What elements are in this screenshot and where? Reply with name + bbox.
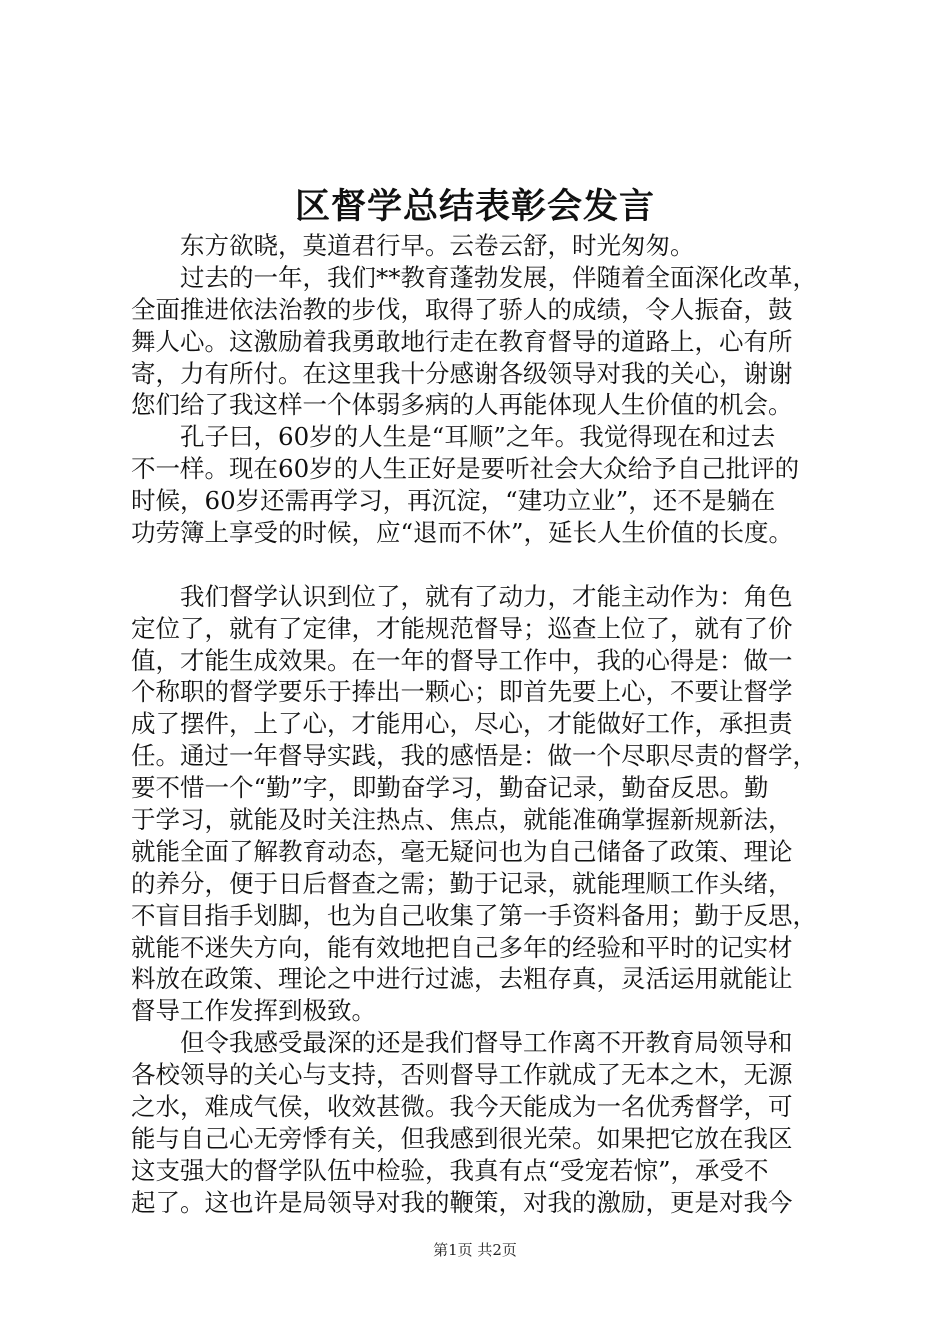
paragraph-line: 不一样。现在60岁的人生正好是要听社会大众给予自己批评的	[131, 454, 800, 484]
paragraph-line: 时候，60岁还需再学习，再沉淀，“建功立业”，还不是躺在	[131, 486, 776, 516]
paragraph-line: 个称职的督学要乐于捧出一颗心；即首先要上心，不要让督学	[131, 677, 793, 707]
paragraph-line: 就能全面了解教育动态，毫无疑问也为自己储备了政策、理论	[131, 836, 793, 866]
paragraph-line: 但令我感受最深的还是我们督导工作离不开教育局领导和	[180, 1028, 793, 1058]
paragraph-line: 于学习，就能及时关注热点、焦点，就能准确掌握新规新法，	[131, 805, 793, 835]
paragraph-line: 就能不迷失方向，能有效地把自己多年的经验和平时的记实材	[131, 932, 793, 962]
page-footer: 第1页 共2页	[433, 1241, 517, 1259]
paragraph-line: 全面推进依法治教的步伐，取得了骄人的成绩，令人振奋，鼓	[131, 294, 793, 324]
paragraph-line: 我们督学认识到位了，就有了动力，才能主动作为：角色	[180, 581, 793, 611]
paragraph-line: 成了摆件，上了心，才能用心，尽心，才能做好工作，承担责	[131, 709, 793, 739]
paragraph-line: 功劳簿上享受的时候，应“退而不休”，延长人生价值的长度。	[131, 518, 794, 548]
blank-line	[131, 549, 851, 581]
paragraph-line: 各校领导的关心与支持，否则督导工作就成了无本之木，无源	[131, 1060, 793, 1090]
paragraph-line: 督导工作发挥到极致。	[131, 996, 376, 1026]
document-body	[131, 230, 851, 1219]
paragraph-line: 您们给了我这样一个体弱多病的人再能体现人生价值的机会。	[131, 390, 793, 420]
paragraph-line: 的养分，便于日后督查之需；勤于记录，就能理顺工作头绪，	[131, 868, 793, 898]
paragraph-line: 定位了，就有了定律，才能规范督导；巡查上位了，就有了价	[131, 613, 793, 643]
paragraph-line: 之水，难成气侯，收效甚微。我今天能成为一名优秀督学，可	[131, 1092, 793, 1122]
page-title: 区督学总结表彰会发言	[294, 186, 655, 227]
paragraph-line: 过去的一年，我们**教育蓬勃发展，伴随着全面深化改革，	[180, 262, 817, 292]
paragraph-line: 要不惜一个“勤”字，即勤奋学习，勤奋记录，勤奋反思。勤	[131, 773, 769, 803]
paragraph-line: 寄，力有所付。在这里我十分感谢各级领导对我的关心，谢谢	[131, 358, 793, 388]
paragraph-line: 能与自己心无旁悸有关，但我感到很光荣。如果把它放在我区	[131, 1123, 793, 1153]
paragraph-line: 料放在政策、理论之中进行过滤，去粗存真，灵活运用就能让	[131, 964, 793, 994]
paragraph-line: 值，才能生成效果。在一年的督导工作中，我的心得是：做一	[131, 645, 793, 675]
paragraph-line: 孔子曰，60岁的人生是“耳顺”之年。我觉得现在和过去	[180, 422, 776, 452]
paragraph-line: 东方欲晓，莫道君行早。云卷云舒，时光匆匆。	[180, 231, 695, 260]
paragraph-line: 这支强大的督学队伍中检验，我真有点“受宠若惊”，承受不	[131, 1155, 769, 1185]
paragraph-line: 起了。这也许是局领导对我的鞭策，对我的激励，更是对我今	[131, 1187, 793, 1217]
paragraph-line: 任。通过一年督导实践，我的感悟是：做一个尽职尽责的督学，	[131, 741, 817, 771]
paragraph-line: 舞人心。这激励着我勇敢地行走在教育督导的道路上，心有所	[131, 326, 793, 356]
paragraph-line: 不盲目指手划脚，也为自己收集了第一手资料备用；勤于反思，	[131, 900, 817, 930]
